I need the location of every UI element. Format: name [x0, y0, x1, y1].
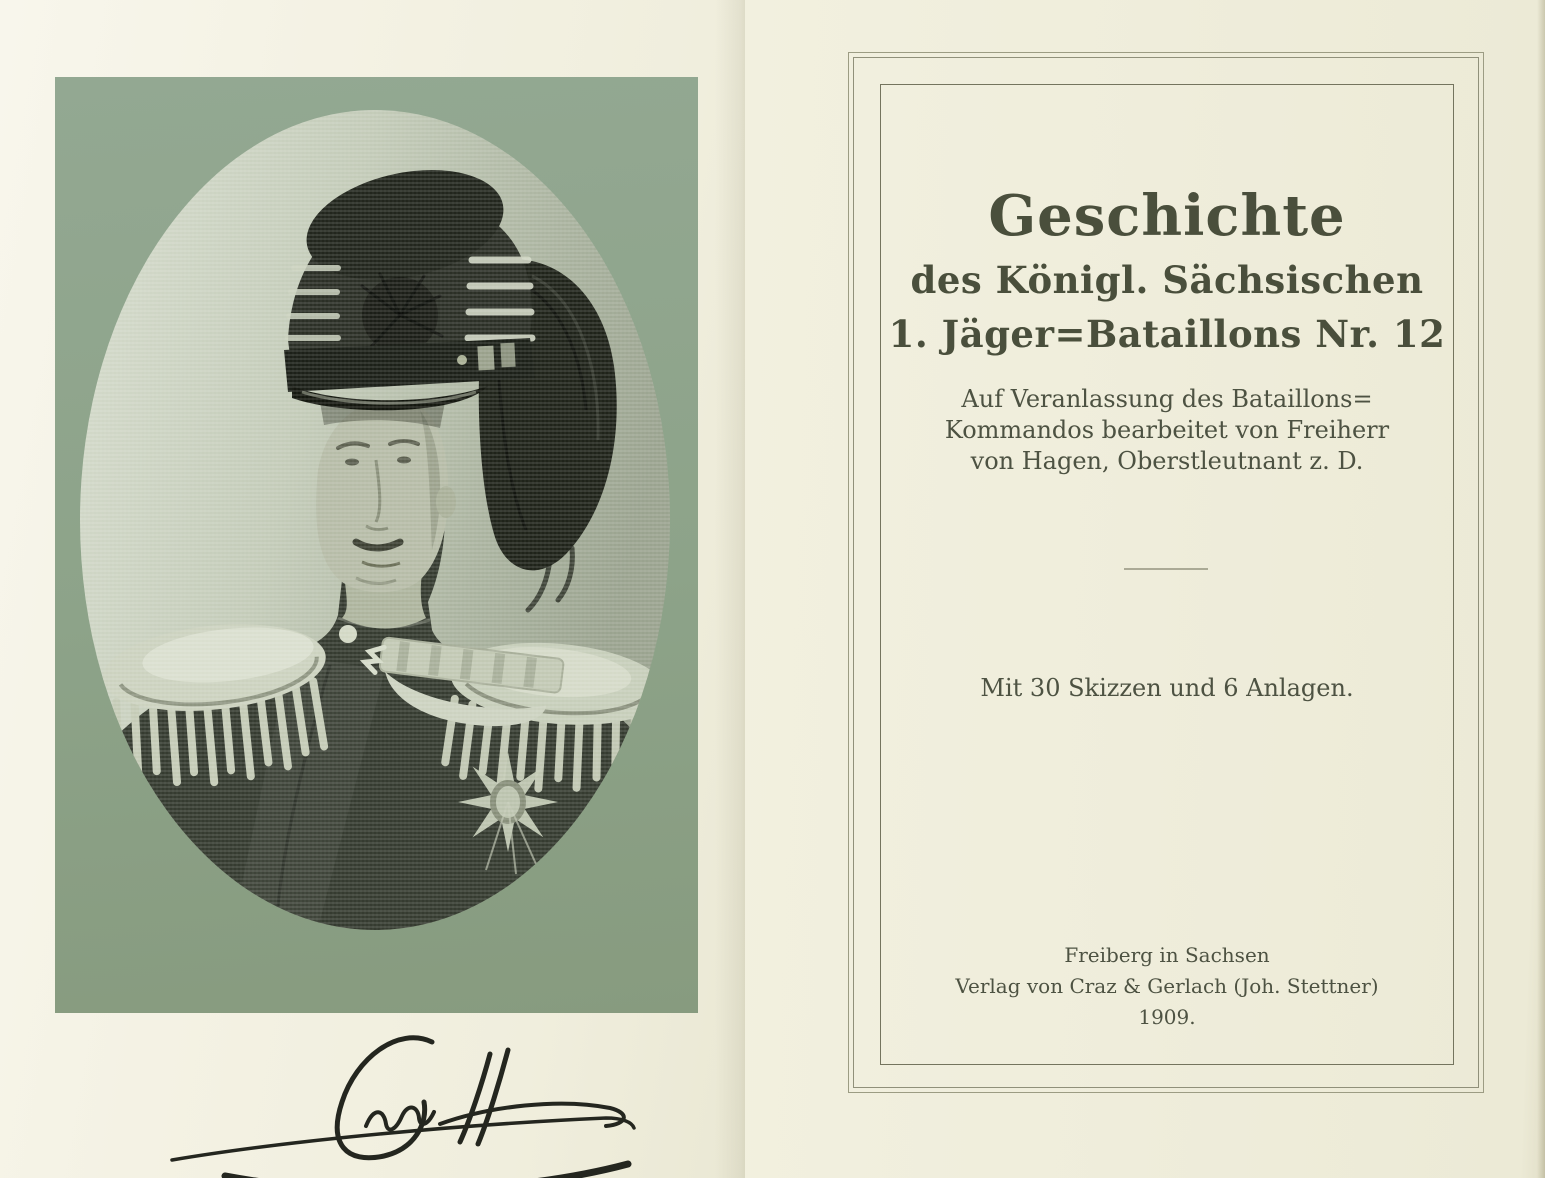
author-line-2: Kommandos bearbeitet von Freiherr	[944, 416, 1390, 444]
scan-right-edge-shadow	[1537, 0, 1545, 1178]
illustration-note: Mit 30 Skizzen und 6 Anlagen.	[980, 674, 1354, 702]
left-page	[0, 0, 745, 1178]
imprint-block	[880, 940, 1454, 1033]
book-title-line-3: 1. Jäger=Bataillons Nr. 12	[888, 312, 1446, 356]
author-block	[880, 384, 1454, 477]
signature-flourish	[170, 1028, 640, 1178]
imprint-publisher: Verlag von Craz & Gerlach (Joh. Stettner)	[955, 974, 1379, 998]
author-line-1: Auf Veranlassung des Bataillons=	[961, 385, 1373, 413]
officer-portrait-illustration	[80, 110, 670, 930]
author-line-3: von Hagen, Oberstleutnant z. D.	[970, 447, 1364, 475]
imprint-place: Freiberg in Sachsen	[1064, 943, 1270, 967]
book-title-line-1: Geschichte	[988, 183, 1346, 249]
divider-rule	[1124, 568, 1208, 570]
portrait-photo	[80, 110, 670, 930]
imprint-year: 1909.	[1138, 1005, 1196, 1029]
green-portrait-plate	[55, 77, 698, 1013]
book-title-line-2: des Königl. Sächsischen	[910, 258, 1424, 302]
